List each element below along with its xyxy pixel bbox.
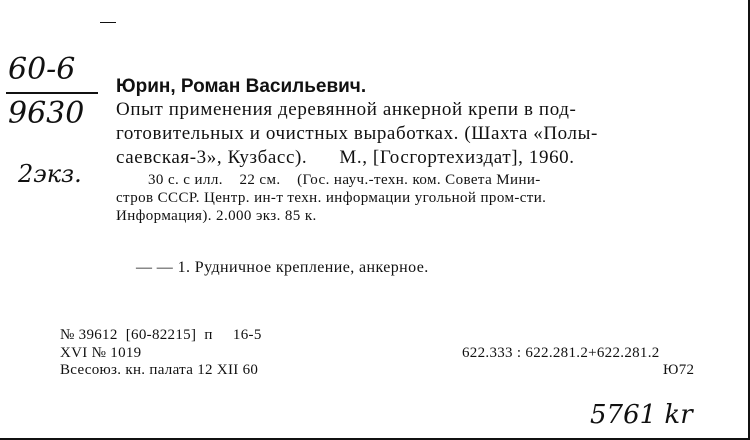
handwritten-shelfmark-bottom: 9630 xyxy=(8,96,85,131)
author-code: Ю72 xyxy=(663,362,695,378)
author-heading: Юрин, Роман Васильевич. xyxy=(116,76,367,97)
subject-heading: — — 1. Рудничное крепление, анкерное. xyxy=(136,259,429,276)
collation-line-3: Информация). 2.000 экз. 85 к. xyxy=(116,208,317,224)
title-line-1: Опыт применения деревянной анкерной крепи в под- xyxy=(116,99,577,120)
collation-line-1: 30 с. с илл. 22 см. (Гос. науч.-техн. ком. Совета Мини- xyxy=(148,172,541,188)
shelfmark-underline xyxy=(6,92,98,94)
handwritten-copies: 2экз. xyxy=(18,160,82,188)
udc-classification: 622.333 : 622.281.2+622.281.2 xyxy=(462,345,660,361)
top-mark xyxy=(100,22,116,23)
collation-line-2: стров СССР. Центр. ин-т техн. информации угольной пром-сти. xyxy=(116,190,547,206)
footer-line-3: Всесоюз. кн. палата 12 XII 60 xyxy=(60,362,259,378)
handwritten-bottom-right: 5761 kr xyxy=(590,400,693,430)
handwritten-shelfmark-top: 60-6 xyxy=(8,52,76,87)
footer-line-2: XVI № 1019 xyxy=(60,345,142,361)
title-line-2: готовительных и очистных выработках. (Шахта «Полы- xyxy=(116,123,598,144)
footer-line-1: № 39612 [60-82215] п 16-5 xyxy=(60,327,262,343)
title-line-3: саевская-3», Кузбасс). М., [Госгортехиздат], 1960. xyxy=(116,147,575,168)
